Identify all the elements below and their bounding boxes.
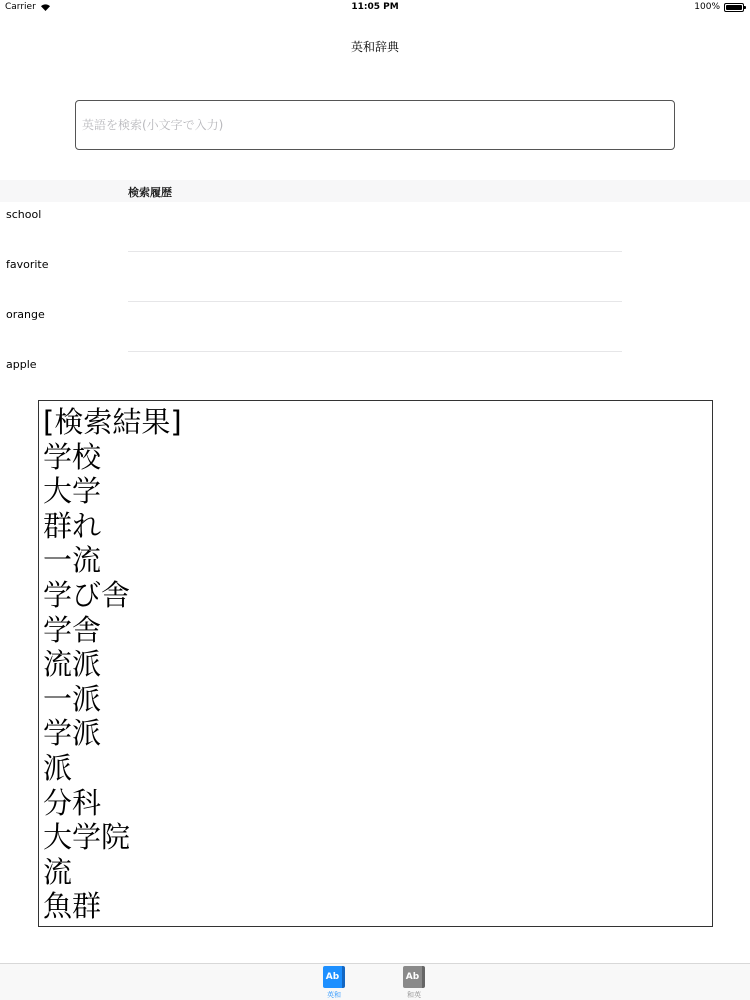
dictionary-icon: Ab: [403, 966, 425, 988]
tab-label: 和英: [407, 991, 421, 999]
tab-eiwa[interactable]: [314, 966, 354, 1000]
search-results-textview[interactable]: [38, 400, 713, 927]
history-item-label: apple: [6, 358, 37, 371]
result-line: 学び舎: [43, 577, 131, 612]
tab-label: 英和: [327, 991, 341, 999]
status-bar: [0, 0, 750, 16]
battery-indicator: [694, 2, 744, 12]
status-time: 11:05 PM: [351, 2, 399, 12]
dictionary-icon: Ab: [323, 966, 345, 988]
page-title: 英和辞典: [350, 40, 399, 54]
result-line: 流派: [43, 647, 102, 682]
battery-percent: 100%: [694, 2, 720, 12]
result-line: 一流: [43, 543, 102, 578]
result-line: 学校: [43, 439, 102, 474]
result-line: 学舎: [43, 612, 102, 647]
result-line: 魚群: [43, 889, 102, 924]
history-item-apple[interactable]: [0, 352, 750, 402]
tab-waei[interactable]: [394, 966, 434, 1000]
result-line: 流: [43, 854, 73, 889]
history-item-label: school: [6, 208, 42, 221]
result-line: 一派: [43, 681, 102, 716]
result-line: 学派: [43, 716, 102, 751]
history-item-label: favorite: [6, 258, 49, 271]
carrier-label: Carrier: [5, 2, 36, 12]
result-line: [検索結果]: [43, 405, 182, 439]
search-field[interactable]: [75, 100, 675, 150]
result-line: 大学: [43, 474, 102, 509]
history-header-label: 検索履歴: [128, 186, 172, 199]
history-item-school[interactable]: [0, 202, 750, 252]
battery-icon: [724, 3, 744, 12]
history-item-favorite[interactable]: [0, 252, 750, 302]
history-list: [0, 202, 750, 402]
history-item-label: orange: [6, 308, 45, 321]
history-item-orange[interactable]: [0, 302, 750, 352]
result-line: 群れ: [43, 508, 102, 543]
search-input[interactable]: [82, 101, 674, 149]
result-line: 派: [43, 750, 73, 785]
history-section-header: [0, 180, 750, 202]
result-line: 大学院: [43, 820, 131, 855]
tab-bar: [0, 963, 750, 1000]
result-line: 分科: [43, 785, 102, 820]
